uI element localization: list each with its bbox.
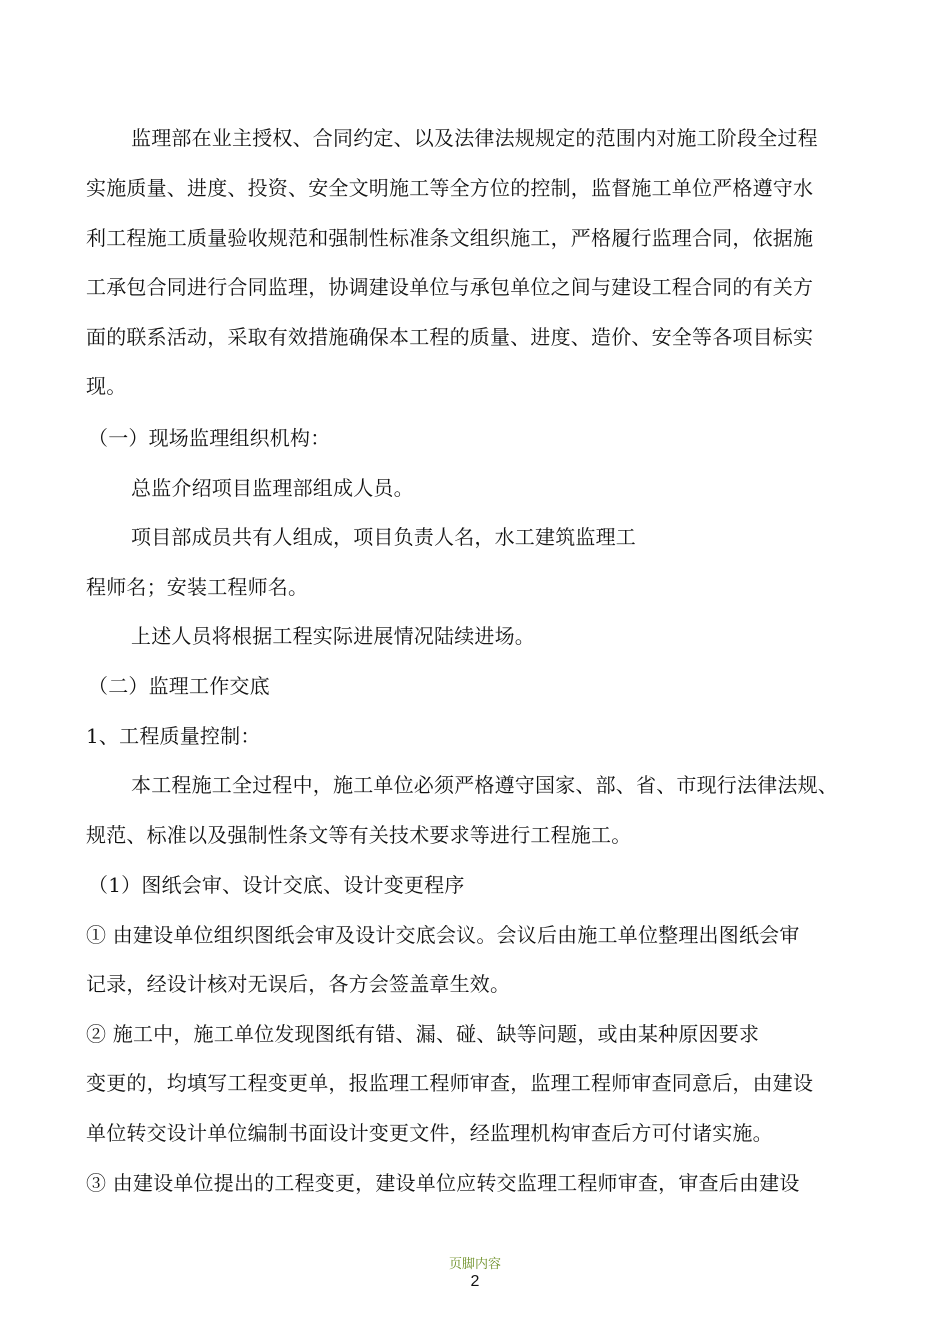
paragraph-line: 总监介绍项目监理部组成人员。 — [131, 476, 414, 500]
paragraph-line: 程师名；安装工程师名。 — [86, 575, 309, 599]
subsection-heading: 1、工程质量控制： — [86, 724, 261, 748]
section-heading: （二）监理工作交底 — [88, 674, 270, 698]
footer-text: 页脚内容 — [448, 1257, 501, 1272]
paragraph-line: 工承包合同进行合同监理，协调建设单位与承包单位之间与建设工程合同的有关方 — [86, 275, 814, 299]
subsection-heading: （1）图纸会审、设计交底、设计变更程序 — [88, 873, 465, 897]
paragraph-line: 项目部成员共有人组成，项目负责人名，水工建筑监理工 — [131, 525, 636, 549]
paragraph-line: 本工程施工全过程中，施工单位必须严格遵守国家、部、省、市现行法律法规、 — [131, 773, 838, 797]
paragraph-line: 面的联系活动，采取有效措施确保本工程的质量、进度、造价、安全等各项目标实 — [86, 325, 814, 349]
list-item-line: ③ 由建设单位提出的工程变更，建设单位应转交监理工程师审查，审查后由建设 — [86, 1171, 800, 1195]
paragraph-line: 上述人员将根据工程实际进展情况陆续进场。 — [131, 624, 535, 648]
paragraph-line: 监理部在业主授权、合同约定、以及法律法规规定的范围内对施工阶段全过程 — [131, 126, 818, 150]
paragraph-line: 规范、标准以及强制性条文等有关技术要求等进行工程施工。 — [86, 823, 632, 847]
list-item-line: 变更的，均填写工程变更单，报监理工程师审查，监理工程师审查同意后，由建设 — [86, 1071, 814, 1095]
list-item-line: 单位转交设计单位编制书面设计变更文件，经监理机构审查后方可付诸实施。 — [86, 1121, 773, 1145]
page-number: 2 — [470, 1273, 480, 1290]
list-item-line: ① 由建设单位组织图纸会审及设计交底会议。会议后由施工单位整理出图纸会审 — [86, 923, 800, 947]
paragraph-line: 实施质量、进度、投资、安全文明施工等全方位的控制，监督施工单位严格遵守水 — [86, 176, 814, 200]
list-item-line: ② 施工中，施工单位发现图纸有错、漏、碰、缺等问题，或由某种原因要求 — [86, 1022, 760, 1046]
paragraph-line: 利工程施工质量验收规范和强制性标准条文组织施工，严格履行监理合同，依据施 — [86, 226, 814, 250]
list-item-line: 记录，经设计核对无误后，各方会签盖章生效。 — [86, 972, 511, 996]
paragraph-line: 现。 — [86, 374, 127, 398]
section-heading: （一）现场监理组织机构： — [88, 426, 331, 450]
